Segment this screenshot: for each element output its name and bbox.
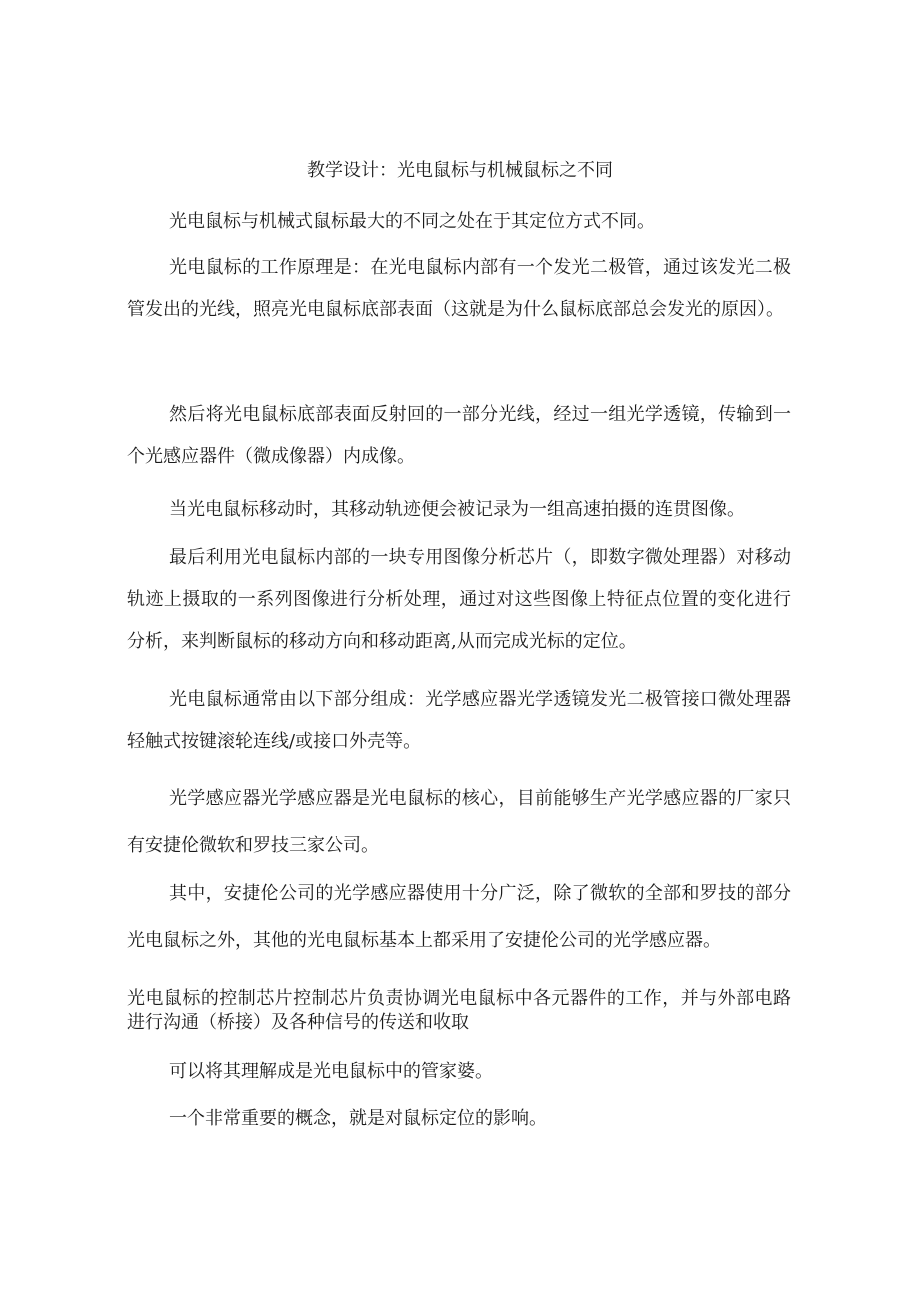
- document-title: 教学设计：光电鼠标与机械鼠标之不同: [307, 160, 613, 181]
- paragraph-6: 光电鼠标通常由以下部分组成：光学感应器光学透镜发光二极管接口微处理器轻触式按键滚轮连线/或接口外壳等。: [127, 689, 791, 752]
- paragraph-9: 光电鼠标的控制芯片控制芯片负责协调光电鼠标中各元器件的工作，并与外部电路进行沟通（桥接）及各种信号的传送和收取: [127, 988, 791, 1033]
- paragraph-1: 光电鼠标与机械式鼠标最大的不同之处在于其定位方式不同。: [169, 211, 655, 232]
- paragraph-11: 一个非常重要的概念，就是对鼠标定位的影响。: [169, 1108, 547, 1129]
- paragraph-7: 光学感应器光学感应器是光电鼠标的核心，目前能够生产光学感应器的厂家只有安捷伦微软和罗技三家公司。: [127, 788, 791, 856]
- paragraph-10: 可以将其理解成是光电鼠标中的管家婆。: [169, 1061, 493, 1082]
- paragraph-8: 其中，安捷伦公司的光学感应器使用十分广泛，除了微软的全部和罗技的部分光电鼠标之外，其他的光电鼠标基本上都采用了安捷伦公司的光学感应器。: [127, 883, 791, 951]
- paragraph-4: 当光电鼠标移动时，其移动轨迹便会被记录为一组高速拍摄的连贯图像。: [169, 499, 745, 520]
- paragraph-5: 最后利用光电鼠标内部的一块专用图像分析芯片（，即数字微处理器）对移动轨迹上摄取的一系列图像进行分析处理，通过对这些图像上特征点位置的变化进行分析，来判断鼠标的移动方向和移动距离,从而完成光标的定位。: [127, 547, 791, 652]
- paragraph-2: 光电鼠标的工作原理是：在光电鼠标内部有一个发光二极管，通过该发光二极管发出的光线，照亮光电鼠标底部表面（这就是为什么鼠标底部总会发光的原因）。: [127, 257, 791, 320]
- paragraph-3: 然后将光电鼠标底部表面反射回的一部分光线，经过一组光学透镜，传输到一个光感应器件（微成像器）内成像。: [127, 404, 791, 467]
